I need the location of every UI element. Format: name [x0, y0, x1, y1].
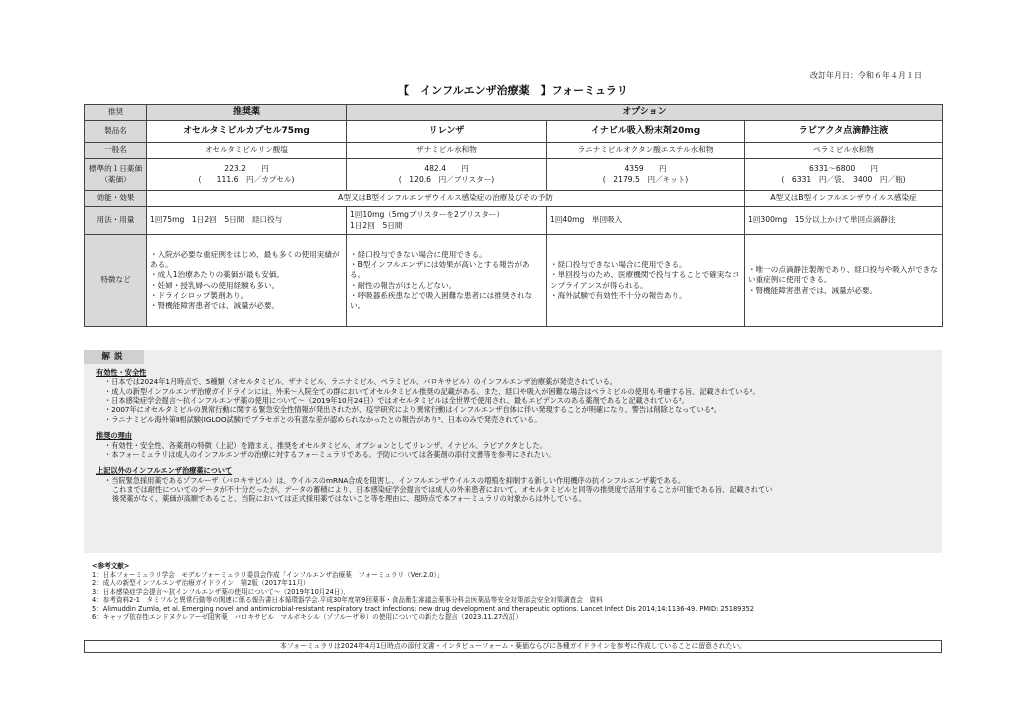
- dosage-cell: [547, 207, 745, 235]
- daily-price: 6331～6800 円: [808, 164, 879, 174]
- row-label-rec: 推奨: [85, 105, 147, 121]
- explanation-heading: 解説: [84, 350, 144, 364]
- price-cell: [347, 159, 547, 191]
- unit-price: ( 111.6 円／カプセル): [198, 174, 295, 184]
- row-label-price: [85, 159, 147, 191]
- reference-item: 2：成人の新型インフルエンザ治療ガイドライン 第2版（2017年11月）: [92, 579, 310, 588]
- efficacy-item: ・日本感染症学会提言～抗インフルエンザ薬の使用について～（2019年10月24日）ではオセルタミビルは全世界で使用され、最もエビデンスのある薬剤であると記載されている³。: [104, 396, 689, 406]
- price-label-line2: （薬価）: [100, 174, 131, 184]
- features-cell: [547, 235, 745, 327]
- efficacy-item: ・成人の新型インフルエンザ治療ガイドラインには、外来～入院全ての群においてオセルタミビル推奨の記載がある。また、経口や吸入が困難な場合はペラミビルの使用も考慮する旨、記載されている²。: [104, 386, 760, 396]
- other-drugs-item: ・当院緊急採用薬であるゾフルーザ（バロキサビル）は、ウイルスのmRNA合成を阻害し、インフルエンザウイルスの増殖を抑制する新しい作用機序の抗インフルエンザ薬である。: [104, 475, 686, 485]
- explanation-section: [84, 350, 942, 553]
- other-drugs-title: 上記以外のインフルエンザ治療薬について: [96, 466, 233, 476]
- recommended-header: 推奨薬: [147, 105, 347, 121]
- dosage-line: 1回300mg 15分以上かけて単回点滴静注: [748, 215, 896, 225]
- efficacy-item: ・2007年にオセルタミビルの異常行動に関する緊急安全性情報が発出されたが、疫学研究により異常行動はインフルエンザ自体に伴い発現することが明確になり、警告は削除となっている⁴。: [104, 405, 721, 415]
- feature-item: ・ドライシロップ製剤あり。: [150, 290, 249, 300]
- row-label-dosage: 用法・用量: [85, 207, 147, 235]
- feature-item: ・耐性の報告がほとんどない。: [350, 280, 457, 290]
- product-name: ラピアクタ点滴静注液: [745, 121, 943, 143]
- reason-item: ・有効性・安全性、各薬剤の特徴（上記）を踏まえ、推奨をオセルタミビル、オプションとしてリレンザ、イナビル、ラピアクタとした。: [104, 440, 547, 450]
- option-header: オプション: [347, 105, 943, 121]
- dosage-line: 1回75mg 1日2回 5日間 経口投与: [150, 215, 283, 225]
- reference-item: 6：キャップ依存性エンドヌクレアーゼ阻害薬 バロキサビル マルボキシル（ゾフルーザ®）の使用についての新たな提言（2023.11.27改訂）: [92, 613, 523, 622]
- references-heading: <参考文献>: [92, 562, 130, 570]
- feature-item: ・B型インフルエンザには効果が高いとする報告がある。: [350, 260, 530, 280]
- unit-price: ( 2179.5 円／キット): [602, 174, 689, 184]
- reason-item: ・本フォーミュラリは成人のインフルエンザの治療に対するフォーミュラリである。予防については各薬剤の添付文書等を参考にされたい。: [104, 449, 556, 459]
- daily-price: 4359 円: [624, 164, 667, 174]
- footer-note: 本フォーミュラリは2024年4月1日時点の添付文書・インタビューフォーム・薬価ならびに各種ガイドラインを参考に作成していることに留意されたい。: [84, 640, 942, 653]
- dosage-line: 1回40mg 単回吸入: [550, 215, 623, 225]
- indication-main: A型又はB型インフルエンザウイルス感染症の治療及びその予防: [147, 191, 745, 207]
- revision-date: 改訂年月日：令和６年４月１日: [810, 71, 922, 80]
- feature-item: ・妊婦・授乳婦への使用経験も多い。: [150, 280, 280, 290]
- price-cell: [547, 159, 745, 191]
- feature-item: ・単回投与のため、医療機関で投与することで確実なコンプライアンスが得られる。: [550, 270, 740, 290]
- daily-price: 482.4 円: [424, 164, 469, 174]
- generic-name: オセルタミビルリン酸塩: [147, 143, 347, 159]
- other-drugs-item: これまでは耐性についてのデータが不十分だったが、データの蓄積により、日本感染症学会提言では成人の外来患者において、オセルタミビルと同等の推奨度で活用することが可能である旨、記載されてい: [112, 484, 773, 494]
- dosage-line: 1回10mg（5mgブリスターを2ブリスター）: [350, 210, 504, 220]
- features-cell: [347, 235, 547, 327]
- unit-price: ( 120.6 円／ブリスター): [398, 174, 495, 184]
- reference-item: 4：参考資料2-1 タミフルと異常行動等の関連に係る報告書日本循環器学会.平成30年度第9回薬事・食品衛生審議会薬事分科会医薬品等安全対策部会安全対策調査会 資料: [92, 596, 603, 605]
- efficacy-item: ・日本では2024年1月時点で、5種類（オセルタミビル、ザナミビル、ラニナミビル、ペラミビル、バロキサビル）のインフルエンザ治療薬が発売されている。: [104, 377, 617, 387]
- dosage-line: 1日2回 5日間: [350, 220, 403, 230]
- feature-item: ・経口投与できない場合に使用できる。: [550, 260, 687, 269]
- feature-item: ・腎機能障害患者では、減量が必要。: [748, 285, 878, 295]
- efficacy-title: 有効性・安全性: [96, 368, 147, 377]
- reference-item: 3：日本感染症学会提言～抗インフルエンザ薬の使用について～（2019年10月24日）．: [92, 587, 351, 596]
- product-name: リレンザ: [347, 121, 547, 143]
- generic-name: ザナミビル水和物: [347, 143, 547, 159]
- feature-item: ・唯一の点滴静注製剤であり、経口投与や吸入ができない重症例に使用できる。: [748, 265, 938, 285]
- row-label-features: 特徴など: [85, 235, 147, 327]
- generic-name: ラニナミビルオクタン酸エステル水和物: [547, 143, 745, 159]
- reason-title: 推奨の理由: [96, 431, 132, 441]
- explanation-body: [96, 368, 940, 504]
- page-title: 【 インフルエンザ治療薬 】フォーミュラリ: [398, 84, 628, 97]
- reference-item: 5：Alimuddin Zumla, et al. Emerging novel and antimicrobial-resistant respiratory tract infections: new drug development and therapeutic options. Lancet Infect Dis 2014;14:1136-49. PMID: 25189352: [92, 604, 754, 613]
- features-cell: [745, 235, 943, 327]
- indication-rapiacta: A型又はB型インフルエンザウイルス感染症: [745, 191, 943, 207]
- daily-price: 223.2 円: [224, 164, 269, 174]
- price-cell: [147, 159, 347, 191]
- row-label-indication: 効能・効果: [85, 191, 147, 207]
- dosage-cell: [347, 207, 547, 235]
- references: [92, 562, 942, 622]
- price-cell: [745, 159, 943, 191]
- efficacy-item: ・ラニナミビル海外第Ⅱ相試験(IGLOO試験)でプラセボとの有意な差が認められなかったとの報告があり⁵、日本のみで発売されている。: [104, 414, 542, 424]
- other-drugs-item: 後発薬がなく、薬価が高額であること、当院においては正式採用薬ではないこと等を理由に、現時点で本フォーミュラリの対象からは外している。: [112, 494, 586, 504]
- generic-name: ペラミビル水和物: [745, 143, 943, 159]
- unit-price: ( 6331 円／袋、 3400 円／瓶): [781, 174, 906, 184]
- feature-item: ・成人1治療あたりの薬価が最も安価。: [150, 270, 284, 280]
- dosage-cell: [745, 207, 943, 235]
- features-cell: [147, 235, 347, 327]
- product-name: オセルタミビルカプセル75mg: [147, 121, 347, 143]
- feature-item: ・入院が必要な重症例をはじめ、最も多くの使用実績がある。: [150, 249, 340, 269]
- price-label-line1: 標準的１日薬価: [88, 164, 143, 174]
- feature-item: ・呼吸器系疾患などで吸入困難な患者には推奨されない。: [350, 290, 533, 310]
- dosage-cell: [147, 207, 347, 235]
- row-label-product: 製品名: [85, 121, 147, 143]
- feature-item: ・腎機能障害患者では、減量が必要。: [150, 301, 280, 310]
- feature-item: ・海外試験で有効性不十分の報告あり。: [550, 290, 687, 300]
- product-name: イナビル吸入粉末剤20mg: [547, 121, 745, 143]
- row-label-generic: 一般名: [85, 143, 147, 159]
- formulary-table: [84, 104, 943, 327]
- reference-item: 1：日本フォーミュラリ学会 モデルフォーミュラリ委員会作成「インフルエンザ治療薬 フォーミュラリ（Ver.2.0）」: [92, 570, 444, 579]
- feature-item: ・経口投与できない場合に使用できる。: [350, 249, 487, 259]
